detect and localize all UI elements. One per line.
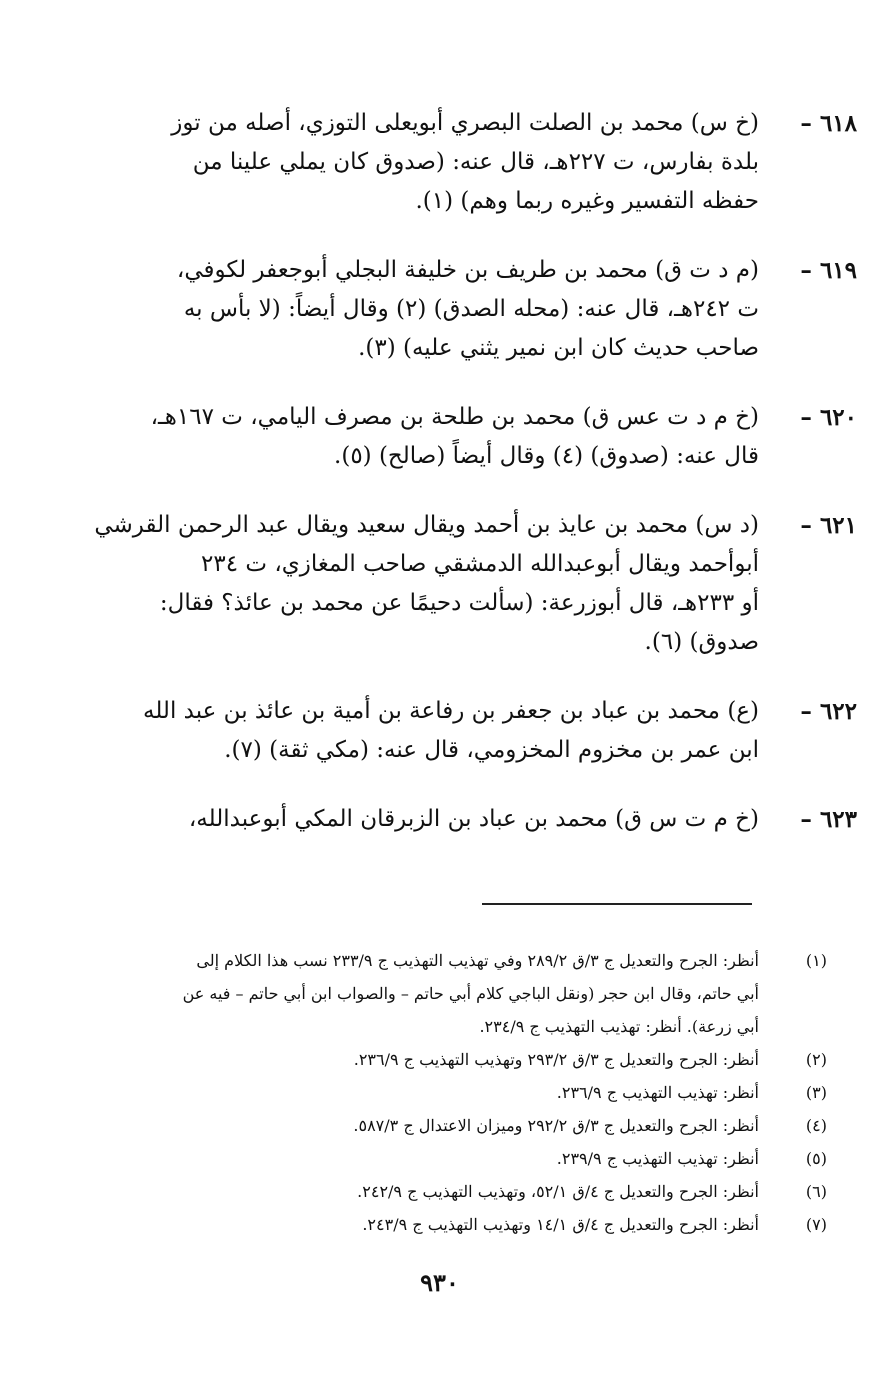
entry-number: ٦١٨ –	[800, 110, 857, 137]
footnote-line: أنظر: الجرح والتعديل ج ٣/ق ٢٩٢/٢ وميزان الاعتدال ج ٥٨٧/٣.	[353, 1116, 759, 1135]
entry-line: بلدة بفارس، ت ٢٢٧هـ، قال عنه: (صدوق كان يملي علينا من	[192, 149, 759, 175]
footnote-number: (٦)	[805, 1182, 827, 1201]
footnote-line: أنظر: الجرح والتعديل ج ٤/ق ٥٢/١، وتهذيب التهذيب ج ٢٤٢/٩.	[357, 1182, 759, 1201]
footnote-line: أنظر: الجرح والتعديل ج ٤/ق ١٤/١ وتهذيب التهذيب ج ٢٤٣/٩.	[362, 1215, 759, 1234]
footnote-1	[52, 944, 827, 1043]
entry-line: (خ س) محمد بن الصلت البصري أبويعلى التوزي، أصله من توز	[171, 110, 759, 136]
footnote-4	[52, 1109, 827, 1142]
entry-number: ٦٢١ –	[800, 512, 857, 539]
entry-620	[52, 398, 857, 476]
entry-line: أبوأحمد ويقال أبوعبدالله الدمشقي صاحب المغازي، ت ٢٣٤	[201, 551, 759, 577]
entry-line: ت ٢٤٢هـ، قال عنه: (محله الصدق) (٢) وقال أيضاً: (لا بأس به	[183, 296, 759, 322]
entry-618	[52, 104, 857, 221]
footnote-line: أنظر: الجرح والتعديل ج ٣/ق ٢٩٣/٢ وتهذيب التهذيب ج ٢٣٦/٩.	[353, 1050, 759, 1069]
footnote-3	[52, 1076, 827, 1109]
entry-622	[52, 692, 857, 770]
footnote-number: (١)	[805, 951, 827, 970]
entry-number: ٦١٩ –	[800, 257, 857, 284]
entry-623	[52, 800, 857, 839]
entry-line: أو ٢٣٣هـ، قال أبوزرعة: (سألت دحيمًا عن محمد بن عائذ؟ فقال:	[159, 590, 759, 616]
entry-line: ابن عمر بن مخزوم المخزومي، قال عنه: (مكي ثقة) (٧).	[224, 737, 759, 763]
footnote-number: (٧)	[805, 1215, 827, 1234]
footnote-number: (٣)	[805, 1083, 827, 1102]
footnote-line: أبي زرعة). أنظر: تهذيب التهذيب ج ٢٣٤/٩.	[479, 1017, 759, 1036]
footnote-line: أبي حاتم، وقال ابن حجر (ونقل الباجي كلام أبي حاتم – والصواب ابن أبي حاتم – فيه عن	[182, 984, 759, 1003]
entry-621	[52, 506, 857, 662]
entry-number: ٦٢٣ –	[800, 806, 857, 833]
footnote-number: (٢)	[805, 1050, 827, 1069]
entry-line: صدوق) (٦).	[644, 629, 759, 655]
footnote-6	[52, 1175, 827, 1208]
entry-line: قال عنه: (صدوق) (٤) وقال أيضاً (صالح) (٥).	[334, 443, 759, 469]
entries-section	[52, 104, 857, 869]
page-number: ٩٣٠	[420, 1268, 459, 1297]
entry-line: حفظه التفسير وغيره ربما وهم) (١).	[415, 188, 759, 214]
footnote-5	[52, 1142, 827, 1175]
footnotes-section	[52, 944, 827, 1241]
entry-line: (م د ت ق) محمد بن طريف بن خليفة البجلي أبوجعفر لكوفي،	[176, 257, 759, 283]
footnote-number: (٤)	[805, 1116, 827, 1135]
footnote-line: أنظر: تهذيب التهذيب ج ٢٣٦/٩.	[556, 1083, 759, 1102]
entry-619	[52, 251, 857, 368]
footnote-line: أنظر: تهذيب التهذيب ج ٢٣٩/٩.	[556, 1149, 759, 1168]
footnote-7	[52, 1208, 827, 1241]
entry-line: صاحب حديث كان ابن نمير يثني عليه) (٣).	[358, 335, 759, 361]
entry-line: (خ م ت س ق) محمد بن عباد بن الزبرقان المكي أبوعبدالله،	[188, 806, 759, 832]
footnote-number: (٥)	[805, 1149, 827, 1168]
footnote-divider	[482, 903, 752, 905]
footnote-line: أنظر: الجرح والتعديل ج ٣/ق ٢٨٩/٢ وفي تهذيب التهذيب ج ٢٣٣/٩ نسب هذا الكلام إلى	[196, 951, 759, 970]
entry-line: (د س) محمد بن عايذ بن أحمد ويقال سعيد ويقال عبد الرحمن القرشي	[94, 512, 759, 538]
entry-line: (ع) محمد بن عباد بن جعفر بن رفاعة بن أمية بن عائذ بن عبد الله	[142, 698, 759, 724]
footnote-2	[52, 1043, 827, 1076]
entry-number: ٦٢٢ –	[800, 698, 857, 725]
entry-line: (خ م د ت عس ق) محمد بن طلحة بن مصرف اليامي، ت ١٦٧هـ،	[150, 404, 759, 430]
entry-number: ٦٢٠ –	[800, 404, 857, 431]
